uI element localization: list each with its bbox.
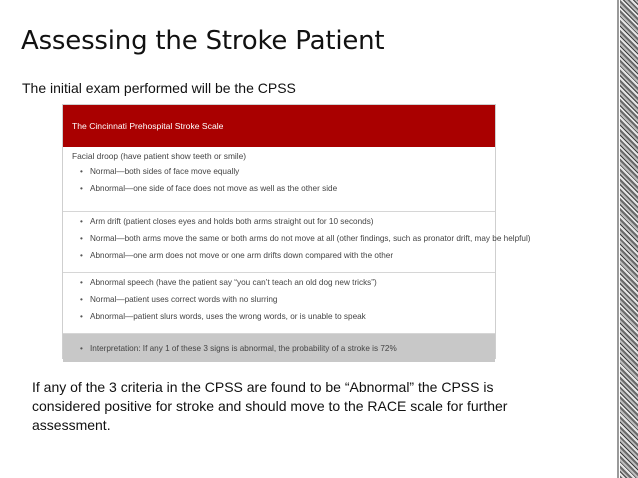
table-header: The Cincinnati Prehospital Stroke Scale — [63, 105, 495, 147]
list-item: • Normal—both sides of face move equally — [72, 167, 495, 176]
list-item: • Abnormal—one arm does not move or one arm drifts down compared with the other — [72, 251, 495, 260]
decorative-edge-pattern — [620, 0, 638, 478]
bottom-paragraph: If any of the 3 criteria in the CPSS are found to be “Abnormal” the CPSS is considered positive for stroke and should move to the RACE scale for further assessment. — [32, 379, 508, 433]
decorative-divider — [617, 0, 619, 478]
interpretation-item: • Interpretation: If any 1 of these 3 signs is abnormal, the probability of a stroke is 72% — [72, 344, 495, 353]
slide-subtitle: The initial exam performed will be the CPSS — [22, 80, 296, 96]
slide-title: Assessing the Stroke Patient — [21, 26, 385, 56]
list-item: • Abnormal—patient slurs words, uses the wrong words, or is unable to speak — [72, 312, 495, 321]
abnormal-speech-section — [63, 272, 495, 333]
list-item: • Normal—both arms move the same or both arms do not move at all (other findings, such as pronator drift, may be helpful) — [72, 234, 495, 243]
section-heading: Facial droop (have patient show teeth or smile) — [72, 151, 247, 161]
interpretation-section — [63, 333, 495, 362]
arm-drift-section — [63, 211, 531, 272]
list-item: • Abnormal—one side of face does not move as well as the other side — [72, 184, 495, 193]
list-item: • Normal—patient uses correct words with no slurring — [72, 295, 495, 304]
facial-droop-section — [63, 151, 495, 211]
stroke-scale-table — [62, 104, 531, 359]
list-item: • Arm drift (patient closes eyes and holds both arms straight out for 10 seconds) — [72, 217, 495, 226]
list-item: • Abnormal speech (have the patient say “you can’t teach an old dog new tricks”) — [72, 278, 495, 287]
